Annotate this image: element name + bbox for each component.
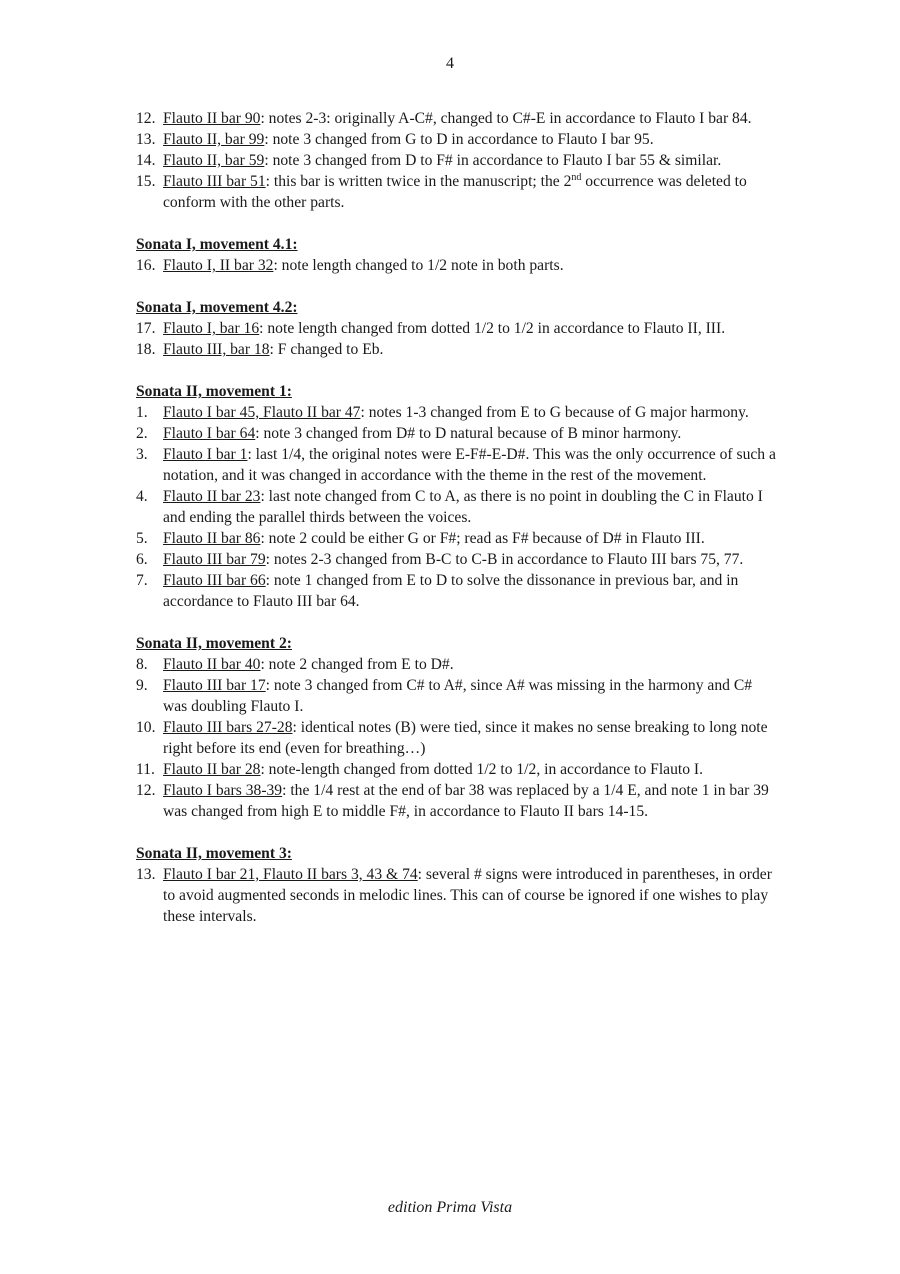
item-number: 4. [136, 488, 148, 505]
list-item [136, 486, 776, 528]
list-item [136, 318, 776, 339]
item-text: : notes 1-3 changed from E to G because of G major harmony. [360, 404, 749, 421]
item-text: : note length changed from dotted 1/2 to 1/2 in accordance to Flauto II, III. [259, 320, 726, 337]
item-number: 2. [136, 425, 148, 442]
section-heading: Sonata II, movement 3: [136, 845, 292, 862]
list-item [136, 444, 776, 486]
item-number: 16. [136, 257, 156, 274]
item-text: : several # signs were introduced in parentheses, in order to avoid augmented seconds in melodic lines. This can of course be ignored if one wishes to play these intervals. [163, 866, 772, 925]
item-number: 6. [136, 551, 148, 568]
item-text: : note 2 changed from E to D#. [260, 656, 454, 673]
section-heading: Sonata I, movement 4.2: [136, 299, 298, 316]
list-item [136, 150, 776, 171]
item-reference: Flauto III bar 51 [163, 173, 266, 190]
item-text: : identical notes (B) were tied, since it makes no sense breaking to long note right before its end (even for breathing…) [163, 719, 768, 757]
item-number: 3. [136, 446, 148, 463]
list-item [136, 549, 776, 570]
item-number: 17. [136, 320, 156, 337]
page-number: 4 [446, 55, 454, 72]
item-text: : notes 2-3: originally A-C#, changed to C#-E in accordance to Flauto I bar 84. [260, 110, 752, 127]
notes-content [136, 108, 776, 927]
item-text: : note-length changed from dotted 1/2 to 1/2, in accordance to Flauto I. [260, 761, 704, 778]
list-item [136, 108, 776, 129]
list-item [136, 339, 776, 360]
section-heading: Sonata I, movement 4.1: [136, 236, 298, 253]
list-item [136, 255, 776, 276]
item-reference: Flauto II bar 90 [163, 110, 261, 127]
item-number: 12. [136, 782, 156, 799]
item-reference: Flauto III bar 66 [163, 572, 266, 589]
item-reference: Flauto I bar 1 [163, 446, 248, 463]
item-reference: Flauto I bar 64 [163, 425, 256, 442]
list-item [136, 864, 776, 927]
section-heading: Sonata II, movement 1: [136, 383, 292, 400]
item-reference: Flauto II, bar 99 [163, 131, 265, 148]
item-number: 1. [136, 404, 148, 421]
item-text: : last 1/4, the original notes were E-F#-E-D#. This was the only occurrence of such a notation, and it was changed in accordance with the theme in the rest of the movement. [163, 446, 776, 484]
item-number: 11. [136, 761, 155, 778]
item-number: 13. [136, 131, 156, 148]
item-reference: Flauto II bar 28 [163, 761, 261, 778]
item-text: : note 3 changed from D to F# in accordance to Flauto I bar 55 & similar. [264, 152, 722, 169]
item-number: 8. [136, 656, 148, 673]
item-reference: Flauto II bar 23 [163, 488, 261, 505]
item-text: : this bar is written twice in the manuscript; the 2 [265, 173, 572, 190]
item-number: 14. [136, 152, 156, 169]
item-text: : last note changed from C to A, as there is no point in doubling the C in Flauto I and ending the parallel thirds between the voices. [163, 488, 763, 526]
list-item [136, 570, 776, 612]
item-number: 13. [136, 866, 156, 883]
section-heading: Sonata II, movement 2: [136, 635, 292, 652]
list-item [136, 780, 776, 822]
list-item [136, 528, 776, 549]
item-text: : note 3 changed from D# to D natural because of B minor harmony. [255, 425, 682, 442]
footer-publisher: edition Prima Vista [387, 1199, 513, 1216]
item-reference: Flauto III, bar 18 [163, 341, 270, 358]
item-reference: Flauto II bar 40 [163, 656, 261, 673]
item-text: : the 1/4 rest at the end of bar 38 was replaced by a 1/4 E, and note 1 in bar 39 was changed from high E to middle F#, in accordance to Flauto II bars 14-15. [163, 782, 769, 820]
item-text: : F changed to Eb. [269, 341, 384, 358]
item-superscript: nd [571, 171, 582, 183]
item-reference: Flauto I bar 21, Flauto II bars 3, 43 & 74 [163, 866, 418, 883]
item-text-continued: occurrence was deleted to conform with the other parts. [163, 173, 747, 211]
item-reference: Flauto III bar 17 [163, 677, 266, 694]
item-reference: Flauto II, bar 59 [163, 152, 265, 169]
item-reference: Flauto I, bar 16 [163, 320, 260, 337]
item-number: 18. [136, 341, 156, 358]
item-number: 9. [136, 677, 148, 694]
item-reference: Flauto II bar 86 [163, 530, 261, 547]
list-item [136, 129, 776, 150]
item-reference: Flauto I bar 45, Flauto II bar 47 [163, 404, 361, 421]
item-reference: Flauto III bars 27-28 [163, 719, 293, 736]
list-item [136, 759, 776, 780]
item-text: : note 1 changed from E to D to solve the dissonance in previous bar, and in accordance to Flauto III bar 64. [163, 572, 739, 610]
item-text: : note 2 could be either G or F#; read as F# because of D# in Flauto III. [260, 530, 705, 547]
item-number: 10. [136, 719, 156, 736]
list-item [136, 675, 776, 717]
item-number: 7. [136, 572, 148, 589]
item-text: : note length changed to 1/2 note in both parts. [273, 257, 564, 274]
list-item [136, 717, 776, 759]
item-number: 12. [136, 110, 156, 127]
item-reference: Flauto III bar 79 [163, 551, 266, 568]
item-reference: Flauto I bars 38-39 [163, 782, 283, 799]
item-reference: Flauto I, II bar 32 [163, 257, 274, 274]
item-number: 5. [136, 530, 148, 547]
item-text: : note 3 changed from C# to A#, since A# was missing in the harmony and C# was doubling Flauto I. [163, 677, 753, 715]
item-number: 15. [136, 173, 156, 190]
item-text: : note 3 changed from G to D in accordance to Flauto I bar 95. [264, 131, 654, 148]
item-text: : notes 2-3 changed from B-C to C-B in accordance to Flauto III bars 75, 77. [265, 551, 744, 568]
list-item [136, 402, 776, 423]
list-item [136, 654, 776, 675]
list-item [136, 423, 776, 444]
list-item [136, 171, 776, 213]
